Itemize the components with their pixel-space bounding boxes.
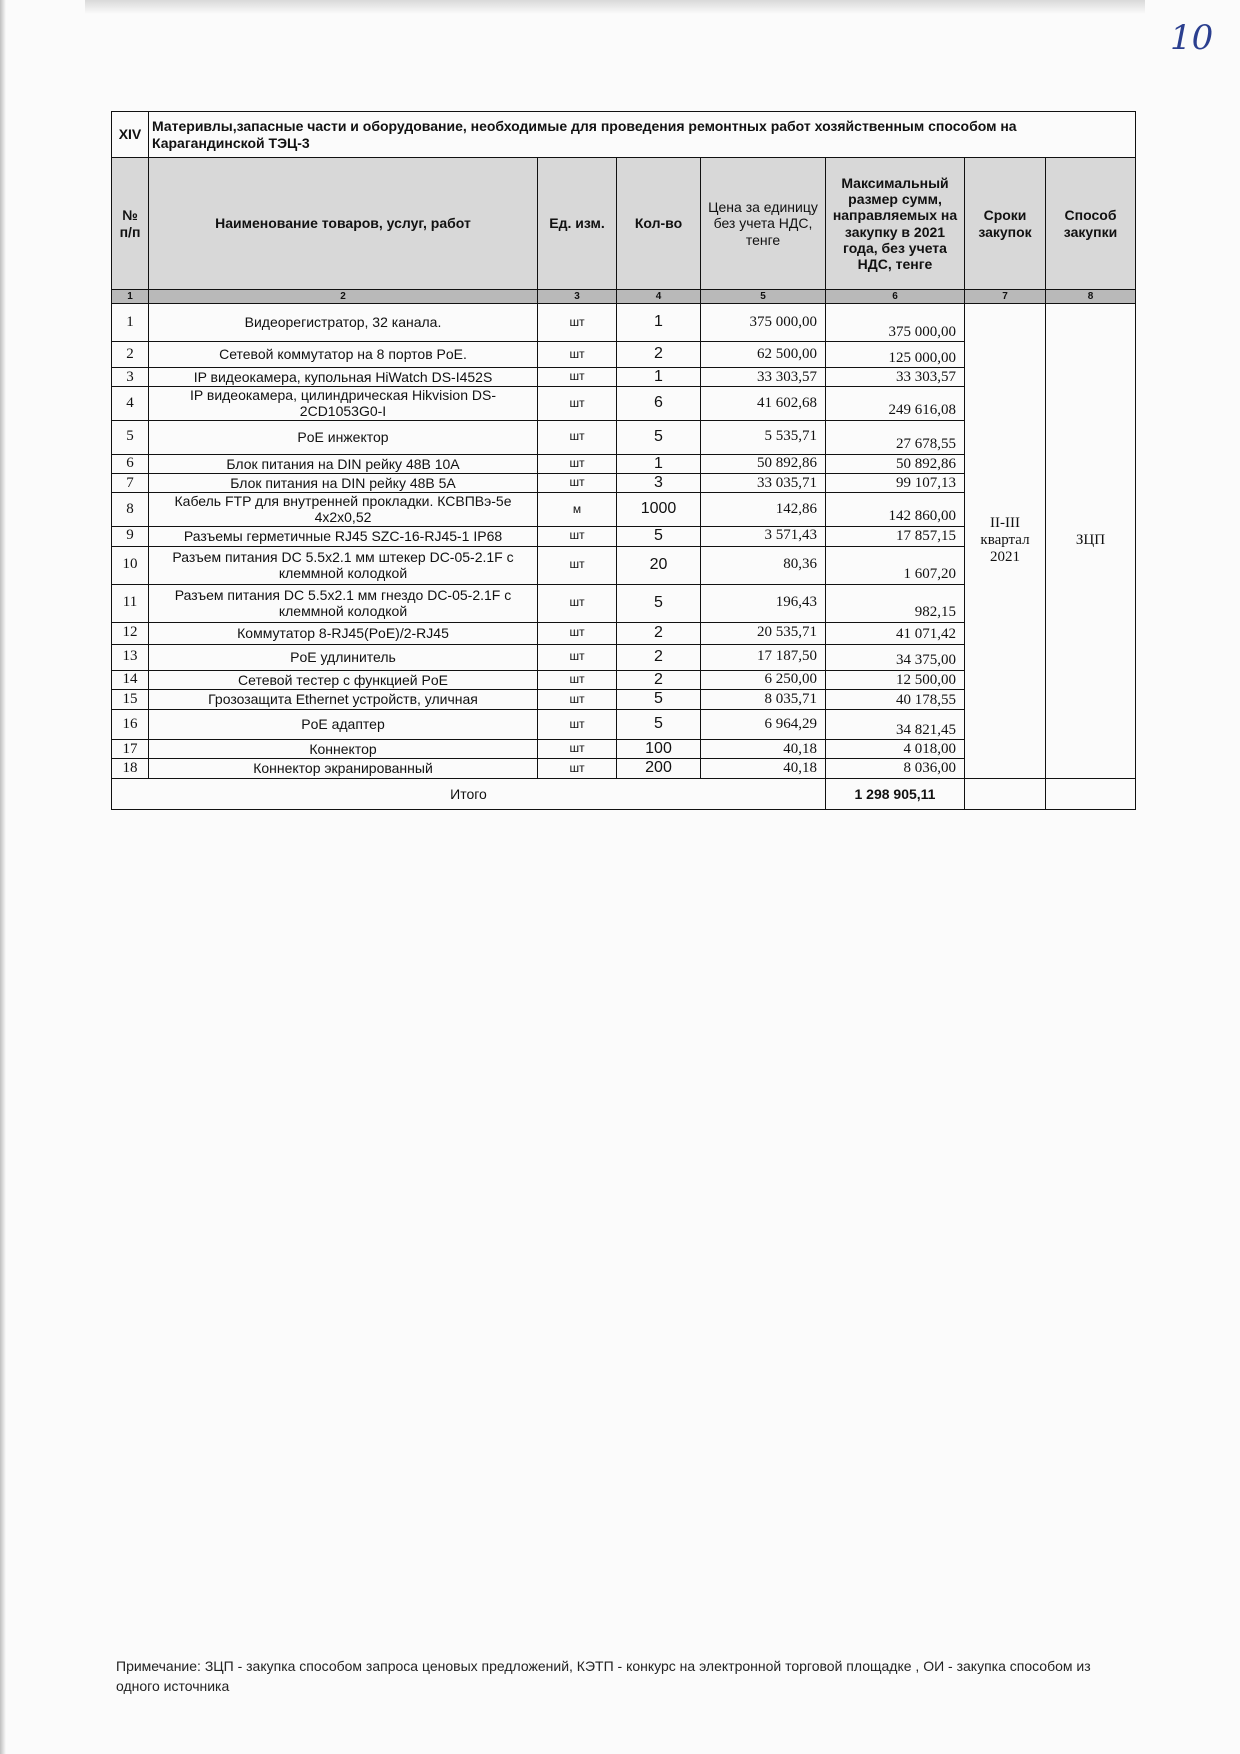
row-price: 375 000,00 (701, 304, 826, 342)
row-qty: 20 (617, 546, 701, 584)
row-number: 10 (112, 546, 149, 584)
row-sum: 17 857,15 (826, 526, 965, 546)
row-name: Разъемы герметичные RJ45 SZC-16-RJ45-1 IP68 (149, 526, 538, 546)
row-number: 13 (112, 644, 149, 670)
row-qty: 1 (617, 368, 701, 387)
column-number: 3 (538, 290, 617, 304)
row-price: 62 500,00 (701, 342, 826, 368)
row-number: 15 (112, 689, 149, 709)
row-name: Сетевой коммутатор на 8 портов PoE. (149, 342, 538, 368)
row-unit: шт (538, 689, 617, 709)
row-price: 142,86 (701, 493, 826, 526)
row-qty: 5 (617, 584, 701, 622)
column-number: 8 (1046, 290, 1136, 304)
row-name: Коннектор экранированный (149, 759, 538, 778)
row-qty: 2 (617, 622, 701, 644)
row-qty: 1 (617, 304, 701, 342)
row-sum: 142 860,00 (826, 493, 965, 526)
row-sum: 12 500,00 (826, 670, 965, 689)
row-price: 33 035,71 (701, 473, 826, 492)
row-qty: 1000 (617, 493, 701, 526)
header-qty: Кол-во (617, 158, 701, 290)
row-sum: 27 678,55 (826, 420, 965, 454)
row-unit: шт (538, 644, 617, 670)
row-name: Грозозащита Ethernet устройств, уличная (149, 689, 538, 709)
row-qty: 5 (617, 526, 701, 546)
row-price: 33 303,57 (701, 368, 826, 387)
row-qty: 100 (617, 739, 701, 758)
header-no: № п/п (112, 158, 149, 290)
section-title: Материвлы,запасные части и оборудование, необходимые для проведения ремонтных работ хозяйственным способом на Карагандинской ТЭЦ-3 (149, 112, 1136, 158)
header-unit: Ед. изм. (538, 158, 617, 290)
row-qty: 200 (617, 759, 701, 778)
row-unit: м (538, 493, 617, 526)
row-unit: шт (538, 387, 617, 420)
row-price: 80,36 (701, 546, 826, 584)
row-number: 8 (112, 493, 149, 526)
header-term: Сроки закупок (965, 158, 1046, 290)
row-qty: 5 (617, 420, 701, 454)
row-qty: 1 (617, 454, 701, 473)
row-name: Блок питания на DIN рейку 48В 10А (149, 454, 538, 473)
row-qty: 3 (617, 473, 701, 492)
column-number-row (112, 290, 1136, 304)
row-number: 4 (112, 387, 149, 420)
total-method-empty (1046, 778, 1136, 809)
row-unit: шт (538, 342, 617, 368)
total-label: Итого (112, 778, 826, 809)
row-unit: шт (538, 709, 617, 739)
row-sum: 50 892,86 (826, 454, 965, 473)
row-price: 40,18 (701, 739, 826, 758)
row-name: Коммутатор 8-RJ45(PoE)/2-RJ45 (149, 622, 538, 644)
header-sum: Максимальный размер сумм, направляемых на закупку в 2021 года, без учета НДС, тенге (826, 158, 965, 290)
row-qty: 5 (617, 689, 701, 709)
row-price: 5 535,71 (701, 420, 826, 454)
row-number: 18 (112, 759, 149, 778)
row-price: 20 535,71 (701, 622, 826, 644)
row-number: 7 (112, 473, 149, 492)
row-name: Кабель FTP для внутренней прокладки. КСВПВэ-5е 4х2х0,52 (149, 493, 538, 526)
row-number: 1 (112, 304, 149, 342)
total-row (112, 778, 1136, 809)
row-sum: 1 607,20 (826, 546, 965, 584)
row-price: 196,43 (701, 584, 826, 622)
row-sum: 982,15 (826, 584, 965, 622)
row-unit: шт (538, 454, 617, 473)
row-unit: шт (538, 368, 617, 387)
table-row (112, 304, 1136, 342)
row-name: Разъем питания DC 5.5x2.1 мм штекер DC-05-2.1F с клеммной колодкой (149, 546, 538, 584)
header-row (112, 158, 1136, 290)
row-sum: 99 107,13 (826, 473, 965, 492)
column-number: 4 (617, 290, 701, 304)
row-name: PoE адаптер (149, 709, 538, 739)
row-qty: 2 (617, 670, 701, 689)
column-number: 5 (701, 290, 826, 304)
row-name: Разъем питания DC 5.5x2.1 мм гнездо DC-05-2.1F с клеммной колодкой (149, 584, 538, 622)
row-sum: 40 178,55 (826, 689, 965, 709)
column-number: 6 (826, 290, 965, 304)
row-sum: 375 000,00 (826, 304, 965, 342)
row-sum: 125 000,00 (826, 342, 965, 368)
row-name: Блок питания на DIN рейку 48В 5А (149, 473, 538, 492)
row-number: 17 (112, 739, 149, 758)
handwritten-page-number: 10 (1170, 18, 1214, 58)
row-name: PoE инжектор (149, 420, 538, 454)
row-sum: 34 821,45 (826, 709, 965, 739)
row-price: 8 035,71 (701, 689, 826, 709)
row-sum: 41 071,42 (826, 622, 965, 644)
procurement-method: ЗЦП (1046, 304, 1136, 779)
total-term-empty (965, 778, 1046, 809)
row-price: 6 964,29 (701, 709, 826, 739)
row-name: IP видеокамера, купольная HiWatch DS-I452S (149, 368, 538, 387)
procurement-term: II-III квартал 2021 (965, 304, 1046, 779)
row-unit: шт (538, 420, 617, 454)
scan-left-edge (0, 0, 6, 1754)
row-number: 5 (112, 420, 149, 454)
row-name: PoE удлинитель (149, 644, 538, 670)
row-sum: 4 018,00 (826, 739, 965, 758)
row-qty: 5 (617, 709, 701, 739)
row-price: 17 187,50 (701, 644, 826, 670)
row-qty: 2 (617, 342, 701, 368)
row-price: 50 892,86 (701, 454, 826, 473)
row-number: 11 (112, 584, 149, 622)
row-price: 3 571,43 (701, 526, 826, 546)
row-unit: шт (538, 622, 617, 644)
column-number: 7 (965, 290, 1046, 304)
procurement-table (111, 111, 1136, 810)
row-qty: 2 (617, 644, 701, 670)
header-price: Цена за единицу без учета НДС, тенге (701, 158, 826, 290)
row-price: 6 250,00 (701, 670, 826, 689)
header-method: Способ закупки (1046, 158, 1136, 290)
row-unit: шт (538, 473, 617, 492)
row-unit: шт (538, 526, 617, 546)
row-number: 9 (112, 526, 149, 546)
row-unit: шт (538, 759, 617, 778)
row-name: Сетевой тестер с функцией PoE (149, 670, 538, 689)
row-number: 3 (112, 368, 149, 387)
row-number: 16 (112, 709, 149, 739)
row-unit: шт (538, 584, 617, 622)
row-number: 6 (112, 454, 149, 473)
section-code: XIV (112, 112, 149, 158)
row-sum: 34 375,00 (826, 644, 965, 670)
footnote: Примечание: ЗЦП - закупка способом запроса ценовых предложений, КЭТП - конкурс на электронной торговой площадке , ОИ - закупка способом из одного источника (116, 1658, 1091, 1695)
row-sum: 33 303,57 (826, 368, 965, 387)
row-unit: шт (538, 546, 617, 584)
row-name: Коннектор (149, 739, 538, 758)
row-number: 12 (112, 622, 149, 644)
column-number: 2 (149, 290, 538, 304)
total-value: 1 298 905,11 (826, 778, 965, 809)
row-unit: шт (538, 304, 617, 342)
row-number: 14 (112, 670, 149, 689)
column-number: 1 (112, 290, 149, 304)
scan-top-edge (85, 0, 1145, 14)
row-unit: шт (538, 739, 617, 758)
row-sum: 249 616,08 (826, 387, 965, 420)
row-name: Видеорегистратор, 32 канала. (149, 304, 538, 342)
row-sum: 8 036,00 (826, 759, 965, 778)
row-unit: шт (538, 670, 617, 689)
row-name: IP видеокамера, цилиндрическая Hikvision DS-2CD1053G0-I (149, 387, 538, 420)
row-price: 41 602,68 (701, 387, 826, 420)
row-number: 2 (112, 342, 149, 368)
row-qty: 6 (617, 387, 701, 420)
header-name: Наименование товаров, услуг, работ (149, 158, 538, 290)
row-price: 40,18 (701, 759, 826, 778)
section-title-row (112, 112, 1136, 158)
